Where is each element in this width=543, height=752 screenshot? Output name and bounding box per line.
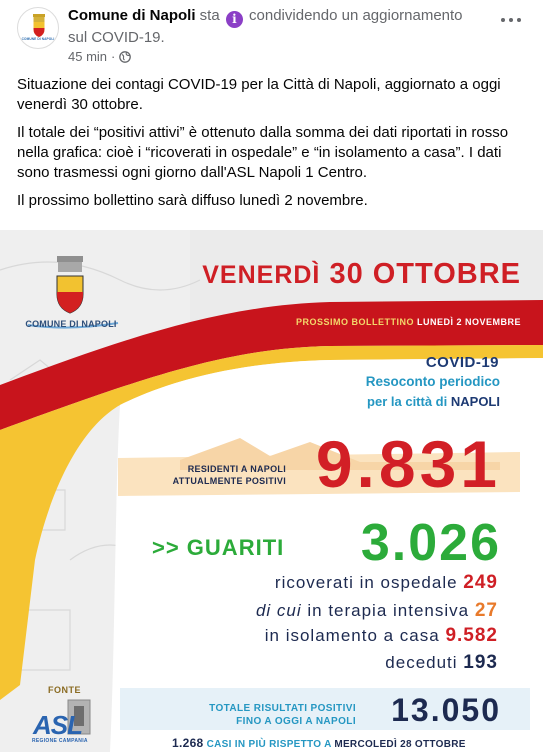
stat-hospital-label: ricoverati in ospedale <box>274 573 458 592</box>
stat-icu-prefix: di cui <box>255 601 302 620</box>
increase-compare: RISPETTO A <box>269 739 332 750</box>
date-weekday: VENERDÌ <box>202 261 321 289</box>
healed-value: 3.026 <box>360 514 501 572</box>
next-bulletin-date: LUNEDÌ 2 NOVEMBRE <box>416 317 521 327</box>
dot-icon <box>517 18 521 22</box>
total-positive-value: 13.050 <box>391 692 501 728</box>
comune-crest-icon <box>18 8 59 49</box>
stat-deaths <box>385 652 498 674</box>
subtitle-city: NAPOLI <box>450 394 500 409</box>
residents-positive-value: 9.831 <box>315 427 501 501</box>
meta-dot: · <box>111 49 116 64</box>
post-paragraph: Il prossimo bollettino sarà diffuso lunedì 2 novembre. <box>17 192 368 209</box>
comune-logo-icon <box>48 248 92 318</box>
post-paragraph: Il totale dei “positivi attivi” è ottenuto dalla somma dei dati riportati in rosso nella grafica: cioè i “ricoverati in ospedale” e “in isolamento a casa”. I dati sono trasmessi ogni giorno dall'ASL Napoli 1 Centro. <box>17 124 509 181</box>
page-avatar[interactable] <box>17 7 59 49</box>
post-heading <box>68 6 468 48</box>
post-body <box>17 75 527 219</box>
stat-icu <box>256 600 498 622</box>
post-time[interactable]: 45 min <box>68 49 108 64</box>
increase-date: MERCOLEDÌ 28 OTTOBRE <box>334 739 466 750</box>
source-sub: REGIONE CAMPANIA <box>32 738 88 744</box>
healed-label: >> GUARITI <box>152 535 285 560</box>
residents-label-line1: RESIDENTI A NAPOLI <box>187 464 286 474</box>
next-bulletin <box>296 317 521 327</box>
activity-text: condividendo un aggiornamento sul COVID-19. <box>68 7 463 46</box>
post-meta <box>68 49 131 64</box>
stat-home-label: in isolamento a casa <box>264 626 440 645</box>
date-day-month: 30 OTTOBRE <box>329 258 521 290</box>
source-label: FONTE <box>48 685 81 695</box>
graphic-subtitle: Resoconto periodico <box>365 374 500 389</box>
stat-deaths-value: 193 <box>463 652 498 673</box>
stat-icu-label: in terapia intensiva <box>307 601 470 620</box>
more-options-button[interactable] <box>501 14 521 26</box>
subtitle-prefix: per la città di <box>367 394 448 409</box>
total-label-line1: TOTALE RISULTATI POSITIVI <box>209 703 356 714</box>
globe-icon[interactable] <box>119 51 131 63</box>
stat-hospital-value: 249 <box>463 572 498 593</box>
total-label-line2: FINO A OGGI A NAPOLI <box>236 716 356 727</box>
increase-line <box>172 736 466 750</box>
source-name: ASL <box>33 710 82 740</box>
dot-icon <box>501 18 505 22</box>
infographic-image[interactable] <box>0 230 543 752</box>
stat-home-value: 9.582 <box>445 625 498 646</box>
stat-deaths-label: deceduti <box>385 653 458 672</box>
stat-hospital <box>275 572 498 594</box>
bulletin-date <box>202 258 521 291</box>
total-label <box>160 702 356 728</box>
increase-text: CASI IN PIÙ <box>206 739 267 750</box>
avatar-caption: COMUNE DI NAPOLI <box>21 37 55 41</box>
next-bulletin-prefix: PROSSIMO BOLLETTINO <box>295 317 414 327</box>
stat-icu-value: 27 <box>474 600 498 621</box>
page-name-link[interactable]: Comune di Napoli <box>68 7 196 24</box>
residents-label-line2: ATTUALMENTE POSITIVI <box>172 476 286 486</box>
graphic-title: COVID-19 <box>425 354 499 371</box>
increase-value: 1.268 <box>172 736 204 750</box>
stat-home-isolation <box>265 625 498 647</box>
residents-label <box>128 463 286 487</box>
post-paragraph: Situazione dei contagi COVID-19 per la Città di Napoli, aggiornato a oggi venerdì 30 ottobre. <box>17 76 501 113</box>
logo-caption: COMUNE DI NAPOLI <box>25 319 117 329</box>
dot-icon <box>509 18 513 22</box>
verb-text: sta <box>199 7 220 24</box>
graphic-subtitle-city <box>367 394 500 409</box>
post-header <box>0 0 543 68</box>
info-icon[interactable]: i <box>226 11 243 28</box>
